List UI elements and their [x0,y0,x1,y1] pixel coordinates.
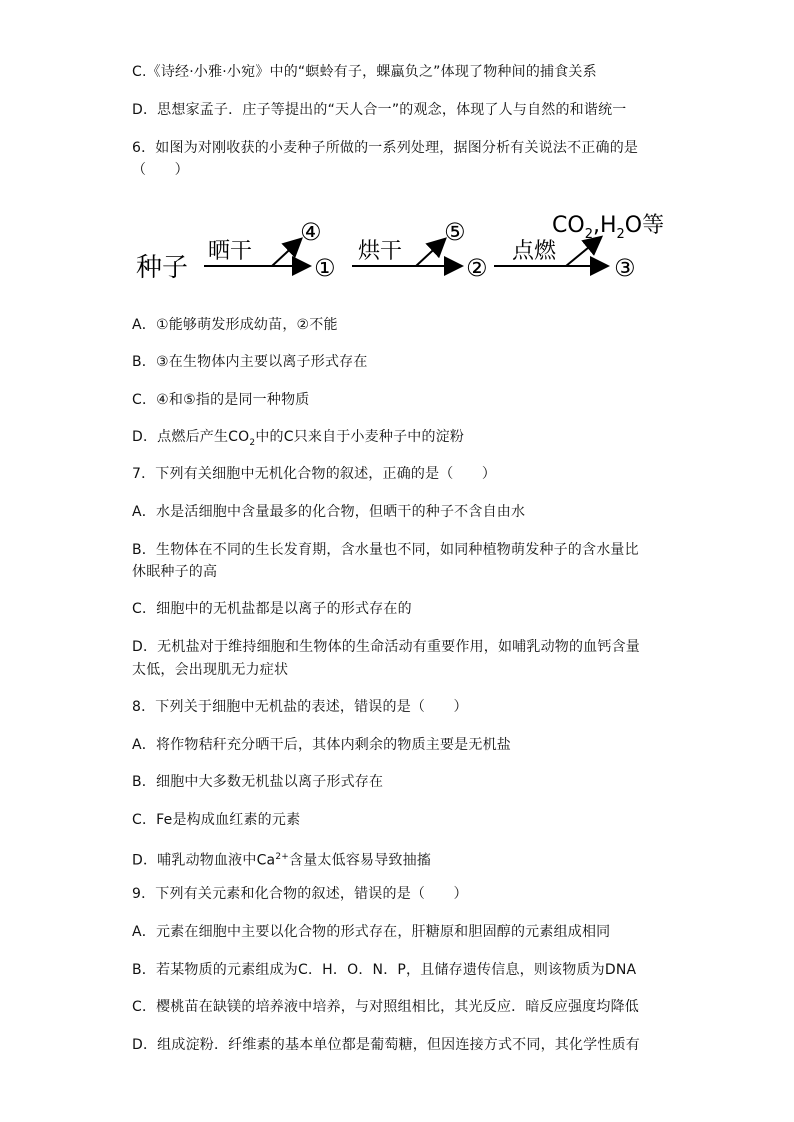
q7-option-c: C．细胞中的无机盐都是以离子的形式存在的 [132,601,412,617]
step-sun-dry-label: 晒干 [208,239,253,264]
node-2: ② [466,254,488,282]
q8-option-a: A．将作物秸秆充分晒干后，其体内剩余的物质主要是无机盐 [132,737,511,753]
q8-option-d: D．哺乳动物血液中$Ca^{2+}$含量太低容易导致抽搐 [132,852,432,869]
q7-option-d-line2: 太低，会出现肌无力症状 [132,662,289,678]
node-5: ⑤ [444,218,466,246]
node-4: ④ [300,218,322,246]
question-7-stem: 7．下列有关细胞中无机化合物的叙述，正确的是（ ） [132,466,497,482]
arrow-1-branch [272,240,300,266]
node-3: ③ [614,254,636,282]
q7-option-a: A．水是活细胞中含量最多的化合物，但晒干的种子不含自由水 [132,504,526,520]
question-9-stem: 9．下列有关元素和化合物的叙述，错误的是（ ） [132,886,468,902]
products-label: $CO_2,H_2O$等 [552,213,665,242]
q9-option-d: D．组成淀粉．纤维素的基本单位都是葡萄糖，但因连接方式不同，其化学性质有 [132,1037,640,1053]
q8-option-c: C．Fe是构成血红素的元素 [132,812,301,828]
q9-option-c: C．樱桃苗在缺镁的培养液中培养，与对照组相比，其光反应．暗反应强度均降低 [132,999,639,1015]
seed-treatment-diagram [130,196,690,296]
arrow-3-branch [566,238,600,266]
question-6-blank: （ ） [132,162,189,178]
arrow-2-branch [416,240,444,266]
seed-label: 种子 [136,253,189,283]
option-c-text: C.《诗经·小雅·小宛》中的“螟蛉有子，蜾蠃负之”体现了物种间的捕食关系 [132,64,597,80]
option-d-text: D．思想家孟子．庄子等提出的“天人合一”的观念，体现了人与自然的和谐统一 [132,102,627,118]
q6-option-a: A．①能够萌发形成幼苗，②不能 [132,317,338,333]
step-ignite-label: 点燃 [512,239,557,264]
q7-option-d-line1: D．无机盐对于维持细胞和生物体的生命活动有重要作用，如哺乳动物的血钙含量 [132,639,640,655]
step-oven-dry-label: 烘干 [358,239,403,264]
question-6-stem: 6．如图为对刚收获的小麦种子所做的一系列处理，据图分析有关说法不正确的是 [132,140,639,156]
question-8-stem: 8．下列关于细胞中无机盐的表述，错误的是（ ） [132,699,468,715]
q9-option-a: A．元素在细胞中主要以化合物的形式存在，肝糖原和胆固醇的元素组成相同 [132,924,611,940]
q7-option-b-line2: 休眠种子的高 [132,564,218,580]
node-1: ① [314,254,336,282]
q8-option-b: B．细胞中大多数无机盐以离子形式存在 [132,774,384,790]
q6-option-d: D．点燃后产生$CO_2$中的C只来自于小麦种子中的淀粉 [132,429,465,448]
q6-option-c: C．④和⑤指的是同一种物质 [132,392,310,408]
q9-option-b: B．若某物质的元素组成为C．H．O．N．P，且储存遗传信息，则该物质为DNA [132,962,637,978]
q6-option-b: B．③在生物体内主要以离子形式存在 [132,354,368,370]
q7-option-b-line1: B．生物体在不同的生长发育期，含水量也不同，如同种植物萌发种子的含水量比 [132,542,639,558]
